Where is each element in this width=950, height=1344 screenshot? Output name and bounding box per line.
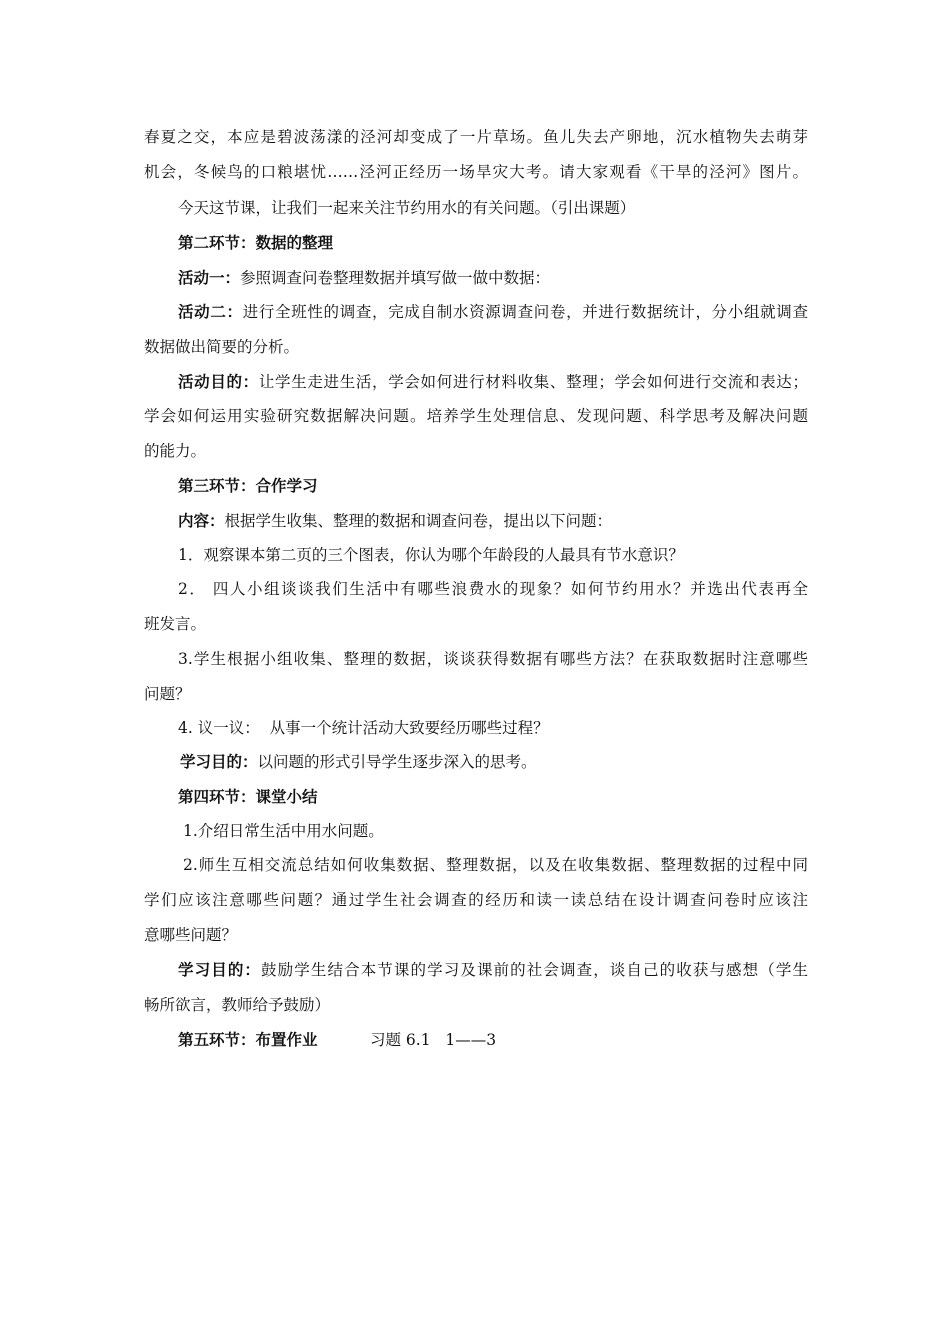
- intro-line-2: 机会，冬候鸟的口粮堪忧……泾河正经历一场旱灾大考。请大家观看《干旱的泾河》图片。: [144, 163, 808, 181]
- section-2-heading: 第二环节：数据的整理: [178, 233, 334, 252]
- section-5-heading: 第五环节：布置作业: [178, 1030, 318, 1049]
- content-text: 根据学生收集、整理的数据和调查问卷，提出以下问题：: [224, 512, 613, 530]
- question-2-line-2: 班发言。: [144, 615, 207, 633]
- question-4: 4. 议一议： 从事一个统计活动大致要经历哪些过程？: [178, 719, 549, 737]
- summary-2-line-3: 意哪些问题？: [144, 926, 238, 944]
- learning-goal-2-line-2: 畅所欲言，教师给予鼓励）: [144, 996, 331, 1014]
- activity-1: [178, 268, 550, 288]
- learning-goal-1-text: 以问题的形式引导学生逐步深入的思考。: [257, 753, 537, 771]
- summary-2-line-2: 学们应该注意哪些问题？通过学生社会调查的经历和读一读总结在设计调查问卷时应该注: [144, 891, 808, 909]
- question-3-line-1: 3.学生根据小组收集、整理的数据，谈谈获得数据有哪些方法？在获取数据时注意哪些: [178, 650, 808, 668]
- learning-goal-1-label: 学习目的：: [180, 752, 258, 771]
- question-3-line-2: 问题？: [144, 685, 191, 703]
- activity-1-label: 活动一：: [178, 268, 241, 287]
- activity-goal-line-2: 学会如何运用实验研究数据解决问题。培养学生处理信息、发现问题、科学思考及解决问题: [144, 407, 808, 425]
- learning-goal-2-line-1: [178, 960, 808, 980]
- homework-assignment: 习题 6.1 1——3: [370, 1031, 497, 1049]
- summary-1: 1.介绍日常生活中用水问题。: [183, 822, 384, 840]
- learning-goal-1: [180, 752, 537, 772]
- summary-2-line-1: 2.师生互相交流总结如何收集数据、整理数据，以及在收集数据、整理数据的过程中同: [183, 856, 808, 874]
- activity-goal-line-1: [178, 372, 808, 392]
- activity-2-line-2: 数据做出简要的分析。: [144, 338, 300, 356]
- activity-2-label: 活动二：: [178, 302, 243, 321]
- intro-line-3: 今天这节课，让我们一起来关注节约用水的有关问题。（引出课题）: [178, 199, 636, 217]
- activity-2-text: 进行全班性的调查，完成自制水资源调查问卷，并进行数据统计，分小组就调查: [242, 303, 808, 321]
- content-line: [178, 511, 612, 531]
- activity-1-text: 参照调查问卷整理数据并填写做一做中数据：: [240, 269, 551, 287]
- content-label: 内容：: [178, 511, 225, 530]
- activity-2-line-1: [178, 302, 808, 322]
- question-2-line-1: 2． 四人小组谈谈我们生活中有哪些浪费水的现象？如何节约用水？并选出代表再全: [178, 580, 808, 598]
- learning-goal-2-label: 学习目的：: [178, 960, 262, 979]
- activity-goal-line-3: 的能力。: [144, 442, 207, 460]
- learning-goal-2-text: 鼓励学生结合本节课的学习及课前的社会调查，谈自己的收获与感想（学生: [261, 961, 808, 979]
- intro-line-1: 春夏之交，本应是碧波荡漾的泾河却变成了一片草场。鱼儿失去产卵地，沉水植物失去萌芽: [144, 128, 808, 146]
- question-1: 1．观察课本第二页的三个图表，你认为哪个年龄段的人最具有节水意识？: [178, 546, 684, 564]
- activity-goal-text: 让学生走进生活，学会如何进行材料收集、整理；学会如何进行交流和表达；: [258, 373, 808, 391]
- activity-goal-label: 活动目的：: [178, 372, 259, 391]
- section-4-heading: 第四环节：课堂小结: [178, 787, 318, 806]
- section-3-heading: 第三环节：合作学习: [178, 476, 318, 495]
